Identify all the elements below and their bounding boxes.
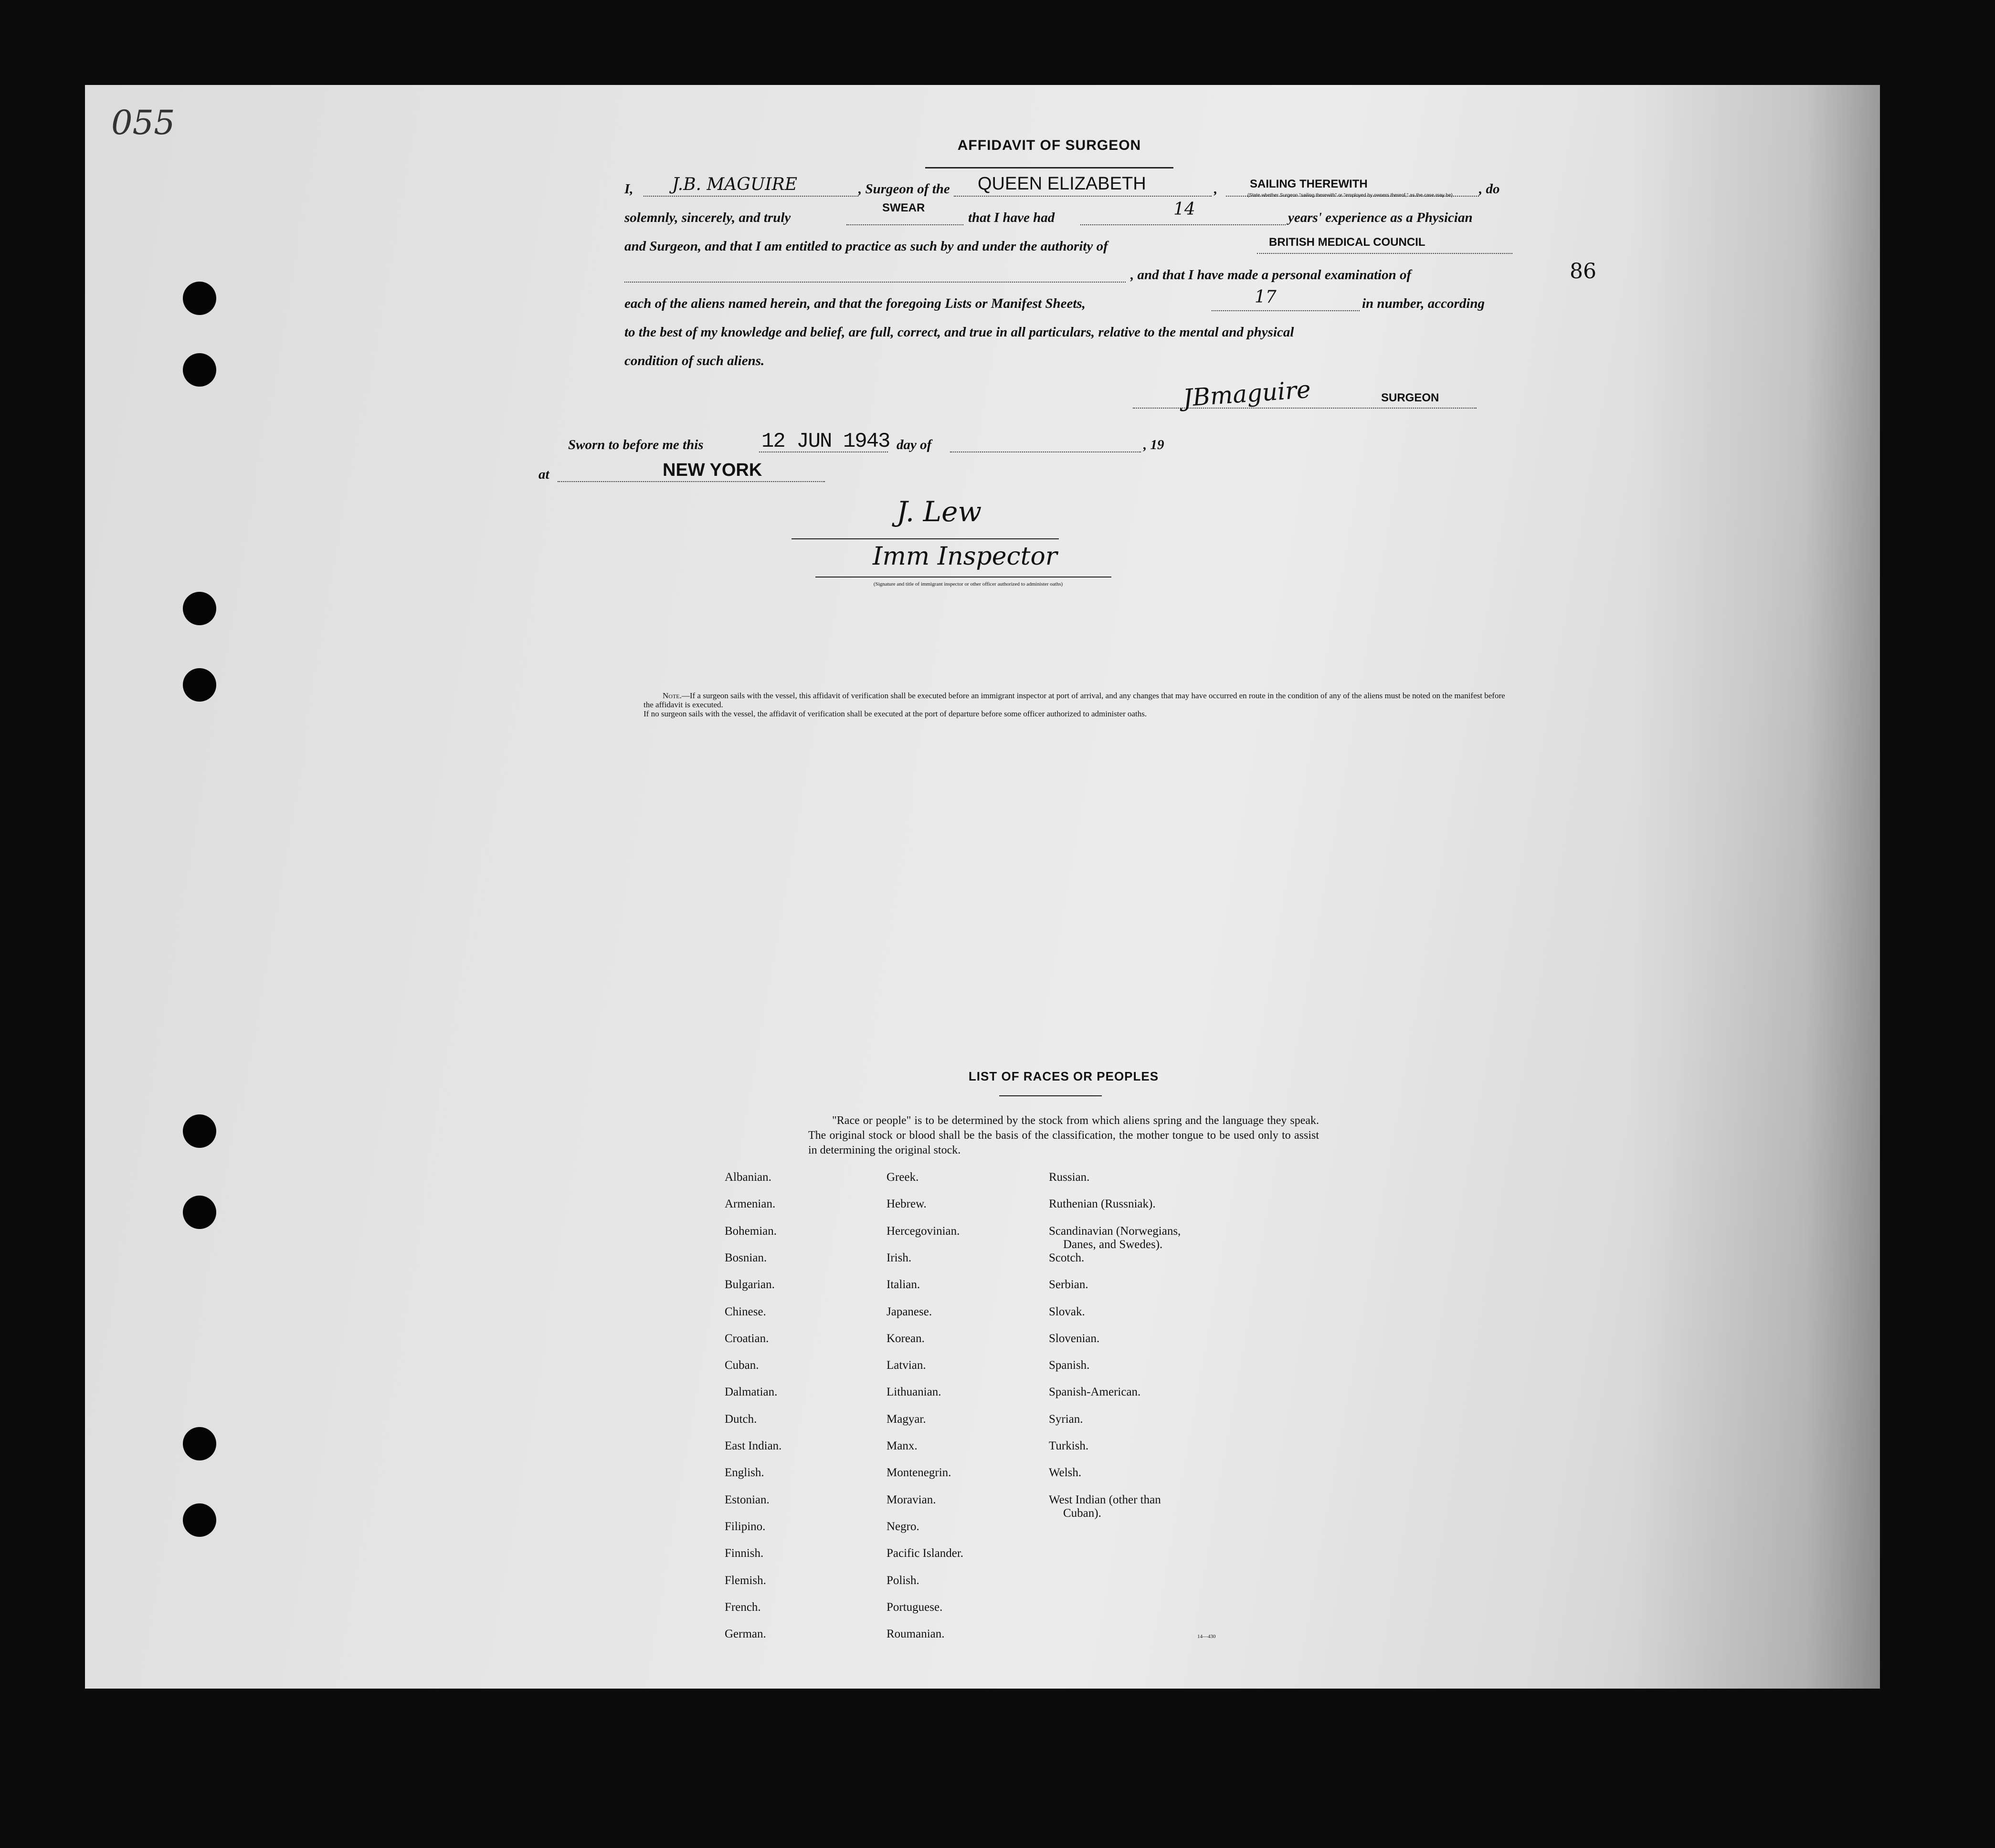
form-code: 14—430 [1197,1634,1216,1639]
race-entry: Bulgarian. [725,1278,775,1292]
manifest-sheet [85,85,1880,1689]
races-heading-rule [999,1095,1102,1096]
affidavit-line-3: and Surgeon, and that I am entitled to practice as such by and under the authority of BRITISH MEDICAL COUNCIL [624,239,1512,262]
note-text-1: —If a surgeon sails with the vessel, this affidavit of verification shall be executed before an immigrant inspector at port of arrival, and any changes that may have occurred en route in the condition of any of the aliens must be noted on the manifest before the affidavit is executed. [644,691,1505,709]
race-entry: Pacific Islander. [887,1547,964,1560]
vessel-name: QUEEN ELIZABETH [978,174,1146,194]
affidavit-line-7: condition of such aliens. [624,353,765,368]
note-text-2: If no surgeon sails with the vessel, the affidavit of verification shall be executed at the port of departure before some officer authorized to administer oaths. [644,709,1147,718]
race-entry: Dalmatian. [725,1386,778,1399]
race-entry: East Indian. [725,1439,782,1452]
race-entry: Manx. [887,1439,918,1452]
affidavit-heading: AFFIDAVIT OF SURGEON [957,137,1141,153]
race-entry: Polish. [887,1574,919,1587]
race-entry: Hebrew. [887,1197,927,1211]
race-entry: Irish. [887,1251,912,1264]
note-paragraph [644,691,1512,718]
race-entry: Spanish-American. [1049,1386,1141,1399]
race-entry: Spanish. [1049,1359,1090,1372]
sheet-number: 86 [1570,259,1596,284]
race-entry: Serbian. [1049,1278,1088,1292]
punch-hole [183,1503,216,1537]
race-entry: Cuban. [725,1359,759,1372]
officer-signature-rule [792,538,1059,539]
blank-line [846,224,963,225]
race-entry: Dutch. [725,1412,757,1426]
race-entry: Filipino. [725,1520,766,1533]
race-entry: Croatian. [725,1332,769,1345]
race-entry: Lithuanian. [887,1386,941,1399]
punch-hole [183,282,216,315]
race-entry: Magyar. [887,1412,926,1426]
sailing-note: (State whether Surgeon "sailing therewith" or "employed by owners thereof," as the case may be) [1247,193,1453,198]
race-entry: German. [725,1628,766,1641]
race-entry: Slovak. [1049,1305,1085,1318]
race-entry: Negro. [887,1520,919,1533]
officer-caption: (Signature and title of immigrant inspector or other officer authorized to administer oaths) [873,581,1063,587]
race-entry: Estonian. [725,1493,770,1506]
blank-line [624,282,1126,283]
affidavit-line-2: solemnly, sincerely, and truly SWEAR that I have had 14 years' experience as a Physician [624,200,1473,225]
race-entry: Syrian. [1049,1412,1083,1426]
races-intro: "Race or people" is to be determined by the stock from which aliens spring and the language they speak. The original stock or blood shall be the basis of the classification, the mother tongue to be used only to assist in determining the original stock. [808,1114,1319,1156]
blank-line [954,196,1212,197]
blank-line [1212,310,1360,311]
shadow-edge [1632,85,1880,1689]
surgeon-signature: JBmaguire [1182,375,1312,412]
affidavit-line-1: I, J.B. MAGUIRE , Surgeon of the QUEEN ELIZABETH , SAILING THEREWITH (State whether Surgeon "sailing therewith" or "employed by owners thereof," as the case may be) , do [624,174,1500,198]
race-entry: Bosnian. [725,1251,767,1264]
punch-hole [183,1427,216,1460]
race-entry: Ruthenian (Russniak). [1049,1197,1156,1211]
race-entry: Albanian. [725,1171,771,1184]
race-entry: Montenegrin. [887,1466,951,1480]
blank-line [644,196,858,197]
blank-line [1257,253,1512,254]
oath-word: SWEAR [882,201,925,214]
note-first [644,691,1512,709]
sheet-count: 17 [1255,287,1277,307]
race-entry: Flemish. [725,1574,766,1587]
race-entry: Welsh. [1049,1466,1082,1480]
sworn-date-stamp: 12 JUN 1943 [761,430,890,453]
race-entry: Danes, and Swedes). [1063,1238,1163,1251]
race-entry: Korean. [887,1332,925,1345]
affidavit-line-6: to the best of my knowledge and belief, are full, correct, and true in all particulars, relative to the mental and physical [624,325,1294,340]
race-entry: Bohemian. [725,1224,777,1238]
race-entry: Moravian. [887,1493,936,1506]
punch-hole [183,668,216,702]
officer-title: Imm Inspector [873,542,1057,571]
sworn-place: NEW YORK [663,460,762,480]
heading-rule [925,167,1173,168]
punch-hole [183,1196,216,1229]
sworn-line: Sworn to before me this 12 JUN 1943 day of , 19 [568,430,1164,453]
race-entry: French. [725,1600,761,1614]
race-entry: English. [725,1466,764,1480]
blank-line [1080,224,1286,225]
race-entry: West Indian (other than [1049,1493,1161,1506]
punch-hole [183,592,216,625]
race-entry: Greek. [887,1171,919,1184]
punch-hole [183,1114,216,1148]
race-entry: Scandinavian (Norwegians, [1049,1224,1181,1238]
affidavit-line-4: , and that I have made a personal examination of [624,267,1512,291]
years-experience: 14 [1173,200,1195,219]
race-entry: Cuban). [1063,1506,1101,1520]
race-entry: Japanese. [887,1305,932,1318]
surgeon-name: J.B. MAGUIRE [672,175,797,194]
race-entry: Portuguese. [887,1600,943,1614]
race-entry: Turkish. [1049,1439,1089,1452]
race-entry: Finnish. [725,1547,764,1560]
punch-hole [183,353,216,387]
sailing-status: SAILING THEREWITH [1250,178,1368,190]
race-entry: Hercegovinian. [887,1224,960,1238]
officer-signature: J. Lew [897,495,982,528]
race-entry: Slovenian. [1049,1332,1100,1345]
blank-line [558,481,825,482]
race-entry: Russian. [1049,1171,1090,1184]
race-entry: Chinese. [725,1305,766,1318]
affidavit-line-5: each of the aliens named herein, and that the foregoing Lists or Manifest Sheets, 17 in number, according [624,287,1485,311]
race-entry: Scotch. [1049,1251,1085,1264]
race-entry: Latvian. [887,1359,926,1372]
licensing-authority: BRITISH MEDICAL COUNCIL [1269,236,1425,249]
note-label: Note. [663,691,682,700]
sworn-place-line: at NEW YORK [538,467,920,491]
surgeon-label: SURGEON [1381,391,1439,404]
race-entry: Roumanian. [887,1628,945,1641]
page-number-handwritten: 055 [111,103,175,142]
race-entry: Armenian. [725,1197,776,1211]
races-table [725,1171,1298,1641]
officer-title-rule [815,577,1111,578]
races-heading: LIST OF RACES OR PEOPLES [968,1069,1159,1083]
race-entry: Italian. [887,1278,920,1292]
